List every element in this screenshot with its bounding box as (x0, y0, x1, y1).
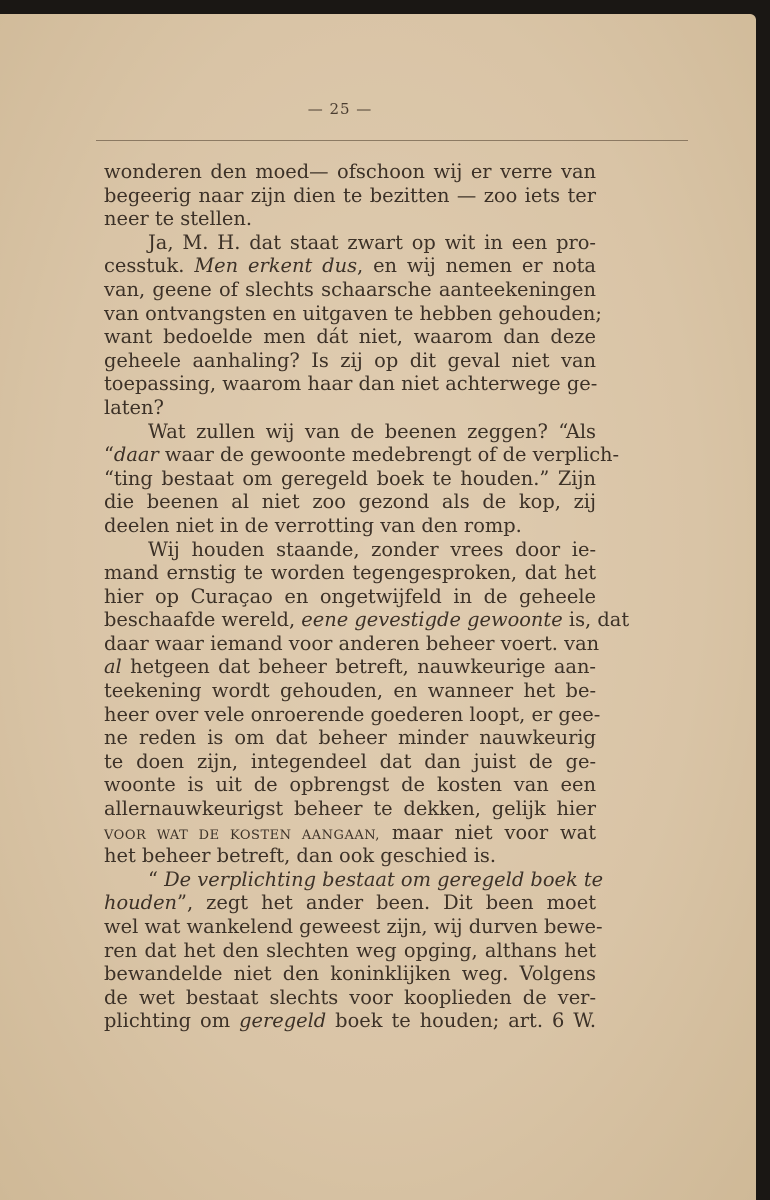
text-line (104, 608, 630, 632)
text-span: De verplichting bestaat om geregeld boek te (164, 867, 604, 891)
text-span: hier op Curaçao en ongetwijfeld in de geheele (104, 584, 596, 608)
text-span: daar waar iemand voor anderen beheer voert. van (104, 631, 600, 655)
text-line (104, 986, 596, 1010)
text-line (104, 655, 596, 679)
text-line (104, 962, 596, 986)
text-span: woonte is uit de opbrengst de kosten van een (104, 773, 596, 797)
text-span: beschaafde wereld, (104, 608, 302, 632)
text-span: deelen niet in de verrotting van den romp. (104, 513, 522, 537)
text-span: waar de gewoonte medebrengt of de verplich- (158, 443, 620, 467)
text-span: teekening wordt gehouden, en wanneer het be- (104, 679, 596, 703)
text-span: allernauwkeurigst beheer te dekken, gelijk hier (104, 797, 596, 821)
text-span: mand ernstig te worden tegengesproken, dat het (104, 561, 596, 585)
text-span: eene gevestigde gewoonte (301, 608, 563, 632)
text-line (104, 702, 601, 727)
page-number: — 25 — (307, 100, 373, 118)
text-span: , en wij nemen er nota (357, 254, 596, 278)
text-span: ”, zegt het ander been. Dit been moet (177, 891, 596, 915)
text-line (104, 726, 596, 750)
text-line (104, 561, 596, 585)
text-line (104, 585, 596, 609)
text-line (104, 396, 596, 420)
text-span: “ (148, 867, 165, 891)
text-line (104, 207, 596, 231)
text-line (104, 1009, 596, 1033)
text-span: boek te houden; art. 6 W. (326, 1009, 596, 1033)
text-span: plichting om (104, 1009, 240, 1033)
book-page (0, 14, 756, 1200)
text-line (104, 443, 620, 467)
text-span: het beheer betreft, dan ook geschied is. (104, 844, 497, 868)
text-span: “ting bestaat om geregeld boek te houden.” Zijn (104, 466, 596, 490)
text-line (104, 891, 596, 915)
text-span: ne reden is om dat beheer minder nauwkeurig (104, 726, 596, 750)
text-span: houden (104, 891, 178, 915)
text-span: laten? (104, 395, 164, 419)
text-line (104, 184, 596, 208)
text-span: maar niet voor wat (379, 820, 596, 844)
text-line (104, 278, 596, 302)
text-line (104, 420, 596, 444)
text-span: hetgeen dat beheer betreft, nauwkeurige aan- (121, 655, 596, 679)
text-span: wel wat wankelend geweest zijn, wij durven bewe- (104, 915, 603, 938)
text-span: begeerig naar zijn dien te bezitten — zoo iets ter (104, 183, 596, 207)
text-span: geheele aanhaling? Is zij op dit geval niet van (104, 348, 596, 372)
text-line (104, 939, 596, 963)
text-span: al (104, 655, 122, 679)
text-line (104, 750, 596, 774)
text-span: ren dat het den slechten weg opging, althans het (104, 938, 596, 962)
text-span: Wat zullen wij van de beenen zeggen? “Als (148, 419, 596, 443)
text-line (104, 679, 596, 703)
text-line (104, 349, 596, 373)
text-span: de wet bestaat slechts voor kooplieden de ver- (104, 985, 596, 1009)
text-span: te doen zijn, integendeel dat dan juist de ge- (104, 749, 596, 773)
text-line (104, 231, 596, 255)
text-span: van, geene of slechts schaarsche aanteekeningen (104, 277, 596, 301)
text-span: van ontvangsten en uitgaven te hebben gehouden; (104, 301, 602, 325)
text-line (104, 514, 596, 538)
text-line (104, 490, 596, 514)
text-line (104, 773, 596, 797)
text-line (104, 915, 603, 939)
text-line (104, 797, 596, 821)
text-span: is, dat (562, 608, 630, 632)
text-span: Men erkent dus (194, 254, 358, 278)
text-span: want bedoelde men dát niet, waarom dan deze (104, 325, 596, 349)
text-span: bewandelde niet den koninklijken weg. Volgens (104, 962, 596, 986)
text-line (104, 325, 596, 349)
text-span: die beenen al niet zoo gezond als de kop, zij (104, 490, 596, 514)
text-line (104, 160, 596, 184)
header-rule (96, 140, 688, 141)
text-line (104, 301, 602, 326)
text-span: “ (104, 443, 114, 467)
text-line (104, 254, 596, 278)
body-text (104, 160, 630, 1033)
text-line (104, 467, 596, 491)
text-span: toepassing, waarom haar dan niet achterwege ge- (104, 372, 598, 396)
text-span: geregeld (239, 1009, 327, 1033)
text-span: wonderen den moed— ofschoon wij er verre van (104, 160, 596, 183)
text-line (104, 821, 596, 845)
text-span: cesstuk. (104, 254, 195, 278)
text-span: daar (113, 443, 159, 467)
text-line (104, 372, 596, 396)
text-line (104, 631, 600, 656)
text-span: heer over vele onroerende goederen loopt, er gee- (104, 702, 601, 726)
text-span: Ja, M. H. dat staat zwart op wit in een pro- (148, 230, 596, 254)
text-line (104, 867, 604, 892)
text-line (104, 844, 596, 868)
text-line (104, 538, 596, 562)
text-span: VOOR WAT DE KOSTEN AANGAAN, (104, 827, 380, 843)
text-span: neer te stellen. (104, 207, 253, 231)
text-span: Wij houden staande, zonder vrees door ie- (148, 537, 596, 561)
